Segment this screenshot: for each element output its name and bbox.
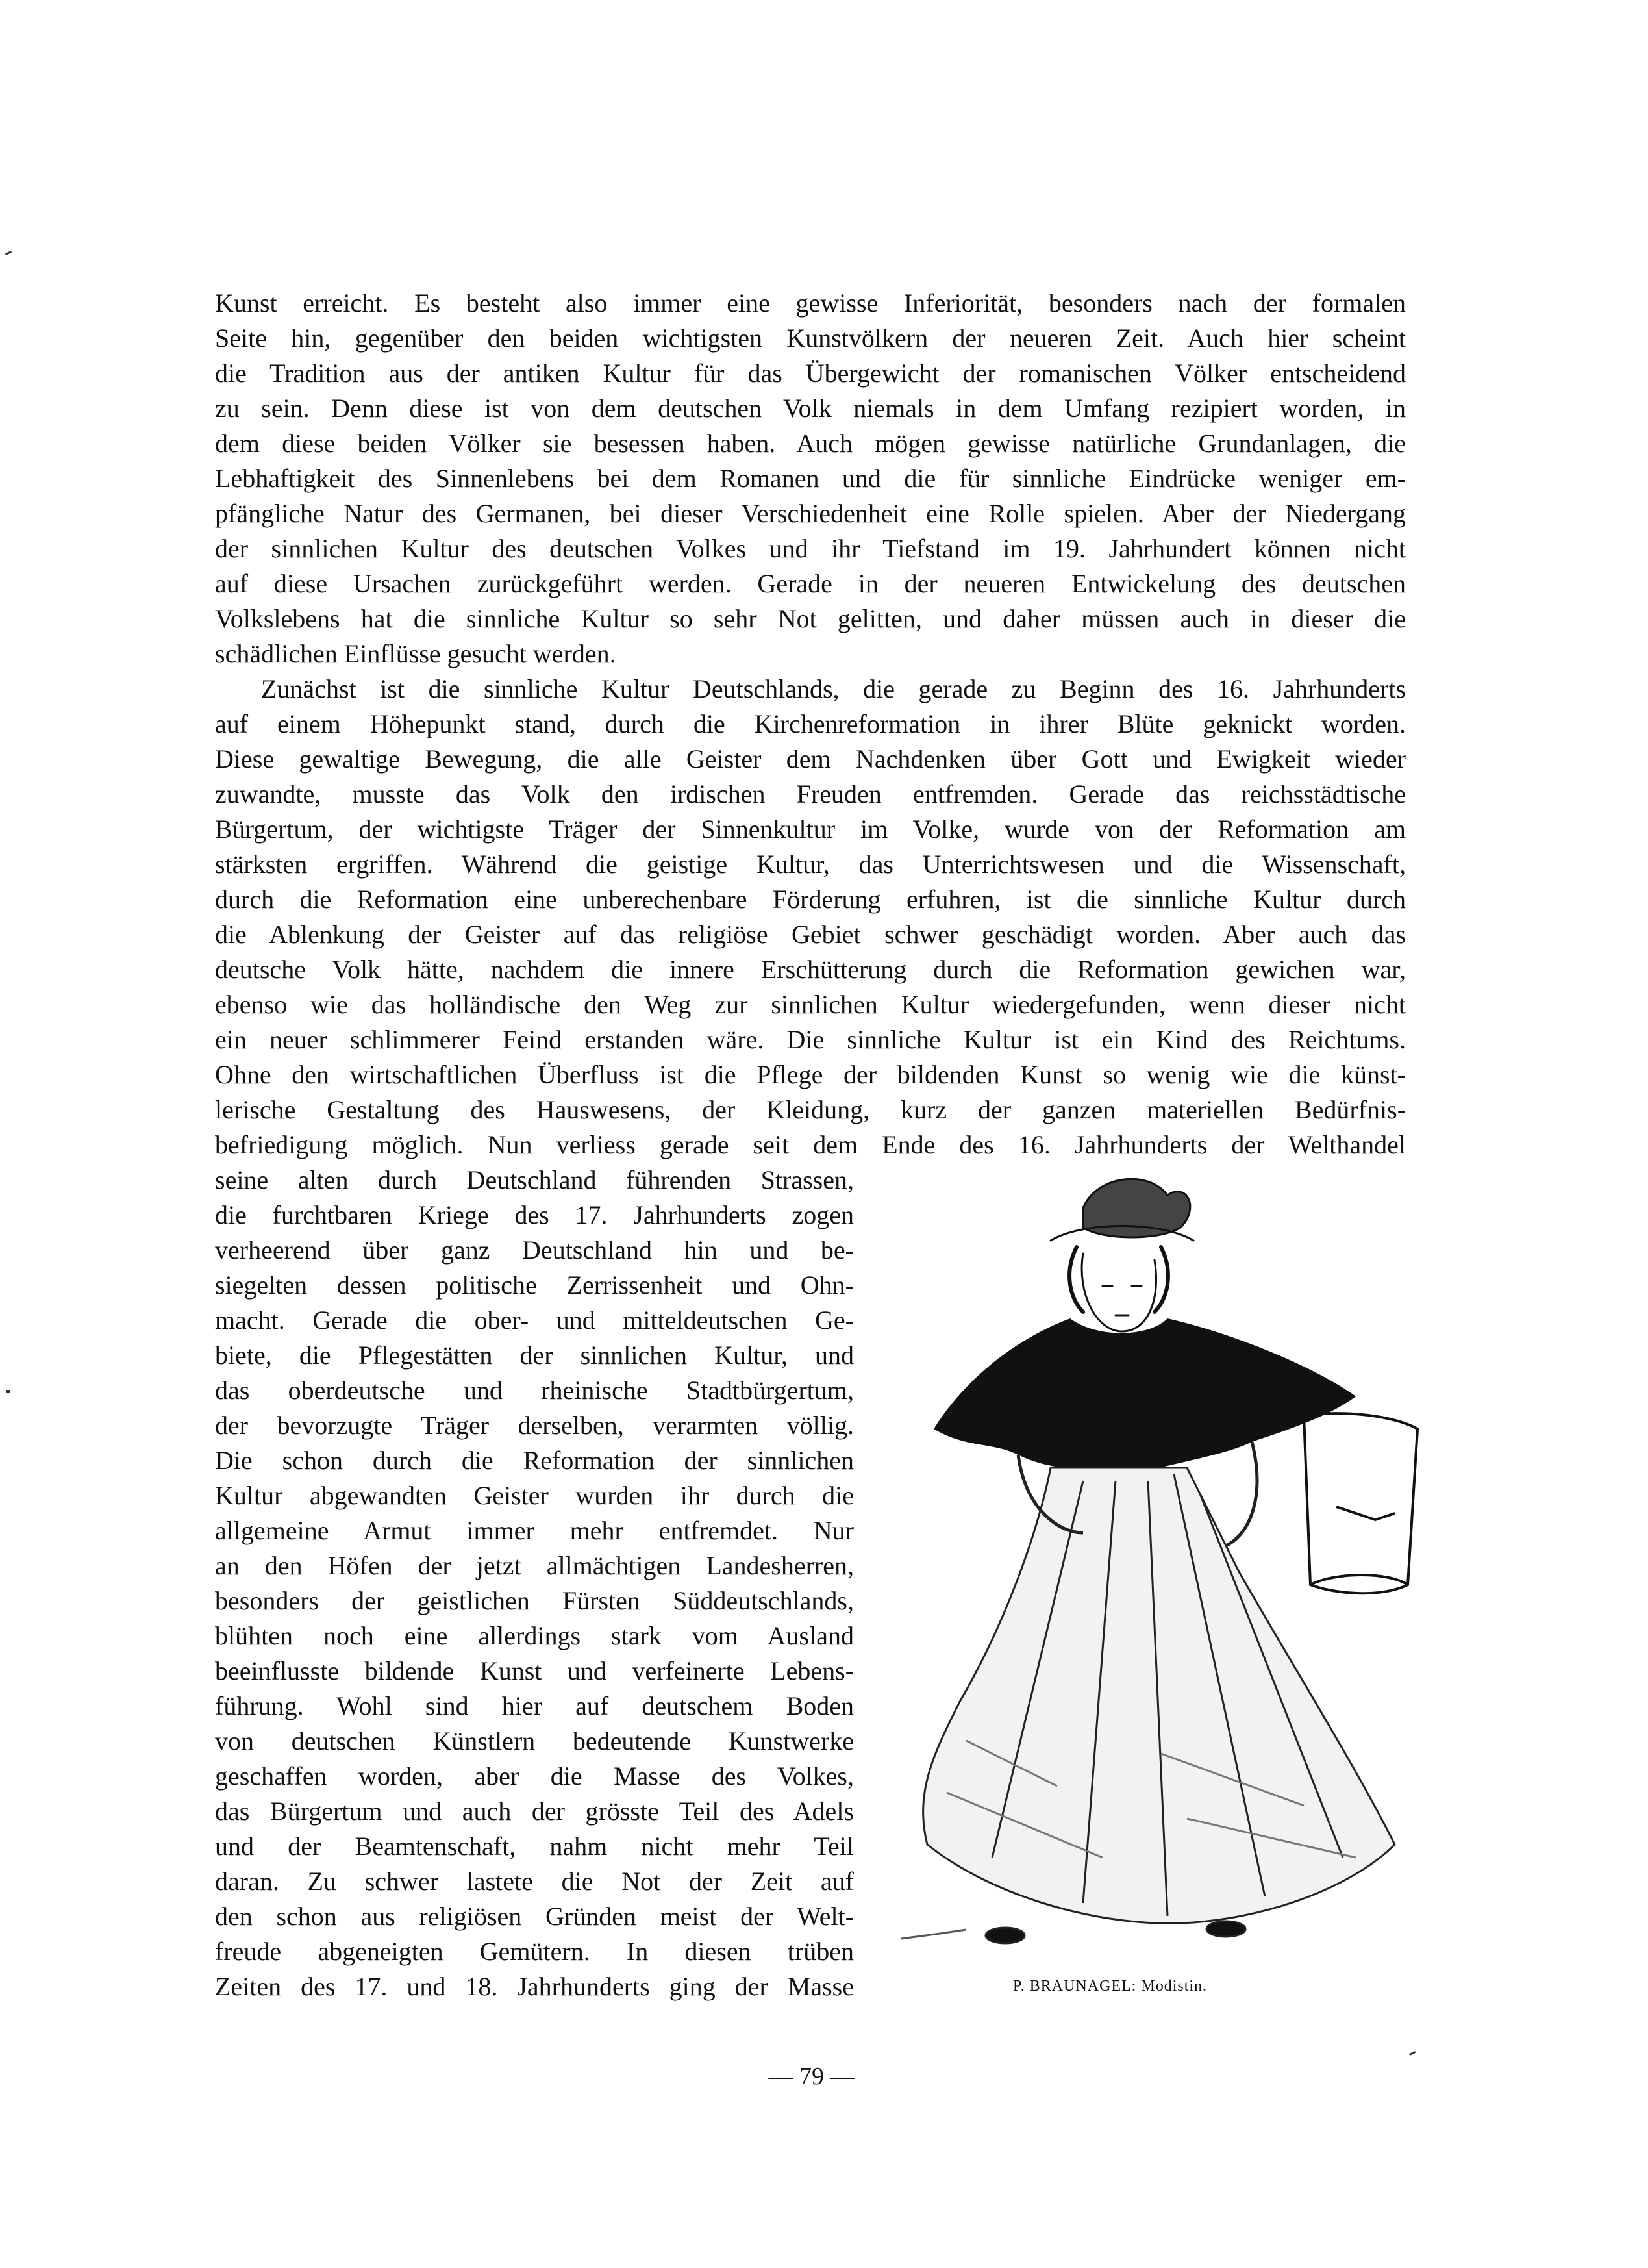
text-line: freude abgeneigten Gemütern. In diesen trüben [215,1937,854,1966]
text-line: ein neuer schlimmerer Feind erstanden wäre. Die sinnliche Kultur ist ein Kind des Reichtums. [215,1025,1406,1054]
text-line: siegelten dessen politische Zerrissenheit und Ohn- [215,1270,854,1300]
text-line: besonders der geistlichen Fürsten Süddeutschlands, [215,1586,854,1615]
text-line: Ohne den wirtschaftlichen Überfluss ist die Pflege der bildenden Kunst so wenig wie die künst- [215,1060,1406,1089]
text-line: das oberdeutsche und rheinische Stadtbürgertum, [215,1376,854,1405]
text-line: schädlichen Einflüsse gesucht werden. [215,639,616,668]
text-line: auf diese Ursachen zurückgeführt werden. Gerade in der neueren Entwickelung des deutschen [215,569,1406,598]
text-line: zuwandte, musste das Volk den irdischen Freuden entfremden. Gerade das reichsstädtische [215,779,1406,809]
woman-sketch-icon [888,1169,1430,1955]
caption-artist: P. BRAUNAGEL: [1013,1978,1137,1995]
text-line: zu sein. Denn diese ist von dem deutschen Volk niemals in dem Umfang rezipiert worden, in [215,394,1406,423]
text-line: Seite hin, gegenüber den beiden wichtigsten Kunstvölkern der neueren Zeit. Auch hier scheint [215,323,1406,353]
scan-speck [1409,2051,1416,2056]
text-line: von deutschen Künstlern bedeutende Kunstwerke [215,1726,854,1756]
text-line: geschaffen worden, aber die Masse des Volkes, [215,1761,854,1791]
text-line: auf einem Höhepunkt stand, durch die Kirchenreformation in ihrer Blüte geknickt worden. [215,709,1406,738]
text-line: befriedigung möglich. Nun verliess gerade seit dem Ende des 16. Jahrhunderts der Welthandel [215,1130,1406,1159]
text-line: Zunächst ist die sinnliche Kultur Deutschlands, die gerade zu Beginn des 16. Jahrhunderts [261,674,1406,703]
text-line: Bürgertum, der wichtigste Träger der Sinnenkultur im Volke, wurde von der Reformation am [215,814,1406,844]
text-line: Lebhaftigkeit des Sinnenlebens bei dem Romanen und die für sinnliche Eindrücke weniger em- [215,464,1406,493]
text-line: der bevorzugte Träger derselben, verarmten völlig. [215,1411,854,1440]
text-line: führung. Wohl sind hier auf deutschem Boden [215,1691,854,1720]
text-line: Kunst erreicht. Es besteht also immer eine gewisse Inferiorität, besonders nach der formalen [215,288,1406,318]
text-line: pfängliche Natur des Germanen, bei dieser Verschiedenheit eine Rolle spielen. Aber der Niedergang [215,499,1406,528]
text-line: stärksten ergriffen. Während die geistige Kultur, das Unterrichtswesen und die Wissenschaft, [215,850,1406,879]
text-line: die Tradition aus der antiken Kultur für das Übergewicht der romanischen Völker entscheidend [215,359,1406,388]
text-line: allgemeine Armut immer mehr entfremdet. Nur [215,1516,854,1545]
text-line: die Ablenkung der Geister auf das religiöse Gebiet schwer geschädigt worden. Aber auch das [215,920,1406,949]
scan-speck [6,1390,10,1393]
text-line: Volkslebens hat die sinnliche Kultur so sehr Not gelitten, und daher müssen auch in dieser die [215,604,1406,633]
column-text [215,1163,854,2004]
text-line: Zeiten des 17. und 18. Jahrhunderts ging der Masse [215,1972,854,2001]
text-line: an den Höfen der jetzt allmächtigen Landesherren, [215,1551,854,1580]
text-line: den schon aus religiösen Gründen meist der Welt- [215,1902,854,1931]
text-line: beeinflusste bildende Kunst und verfeinerte Lebens- [215,1656,854,1685]
text-line: deutsche Volk hätte, nachdem die innere Erschütterung durch die Reformation gewichen war, [215,955,1406,984]
figure-caption [1013,1978,1207,1995]
text-line: macht. Gerade die ober- und mitteldeutschen Ge- [215,1305,854,1335]
text-line: biete, die Pflegestätten der sinnlichen Kultur, und [215,1341,854,1370]
text-line: der sinnlichen Kultur des deutschen Volkes und ihr Tiefstand im 19. Jahrhundert können nicht [215,534,1406,563]
text-line: durch die Reformation eine unberechenbare Förderung erfuhren, ist die sinnliche Kultur durch [215,885,1406,914]
page-number: — 79 — [768,2063,855,2090]
illustration-modistin [888,1169,1430,1955]
full-width-text [215,286,1406,1163]
text-line: Die schon durch die Reformation der sinnlichen [215,1446,854,1475]
text-line: das Bürgertum und auch der grösste Teil des Adels [215,1796,854,1826]
text-line: lerische Gestaltung des Hauswesens, der Kleidung, kurz der ganzen materiellen Bedürfnis- [215,1095,1406,1124]
text-line: die furchtbaren Kriege des 17. Jahrhunderts zogen [215,1200,854,1229]
caption-title: Modistin. [1141,1978,1208,1995]
text-line: dem diese beiden Völker sie besessen haben. Auch mögen gewisse natürliche Grundanlagen, die [215,429,1406,458]
text-line: und der Beamtenschaft, nahm nicht mehr Teil [215,1832,854,1861]
text-line: verheerend über ganz Deutschland hin und be- [215,1235,854,1265]
text-line: Kultur abgewandten Geister wurden ihr durch die [215,1481,854,1510]
scan-speck [5,251,12,255]
text-line: blühten noch eine allerdings stark vom Ausland [215,1621,854,1650]
text-line: Diese gewaltige Bewegung, die alle Geister dem Nachdenken über Gott und Ewigkeit wieder [215,744,1406,774]
text-line: seine alten durch Deutschland führenden Strassen, [215,1165,854,1194]
text-line: ebenso wie das holländische den Weg zur sinnlichen Kultur wiedergefunden, wenn dieser nicht [215,990,1406,1019]
text-line: daran. Zu schwer lastete die Not der Zeit auf [215,1867,854,1896]
